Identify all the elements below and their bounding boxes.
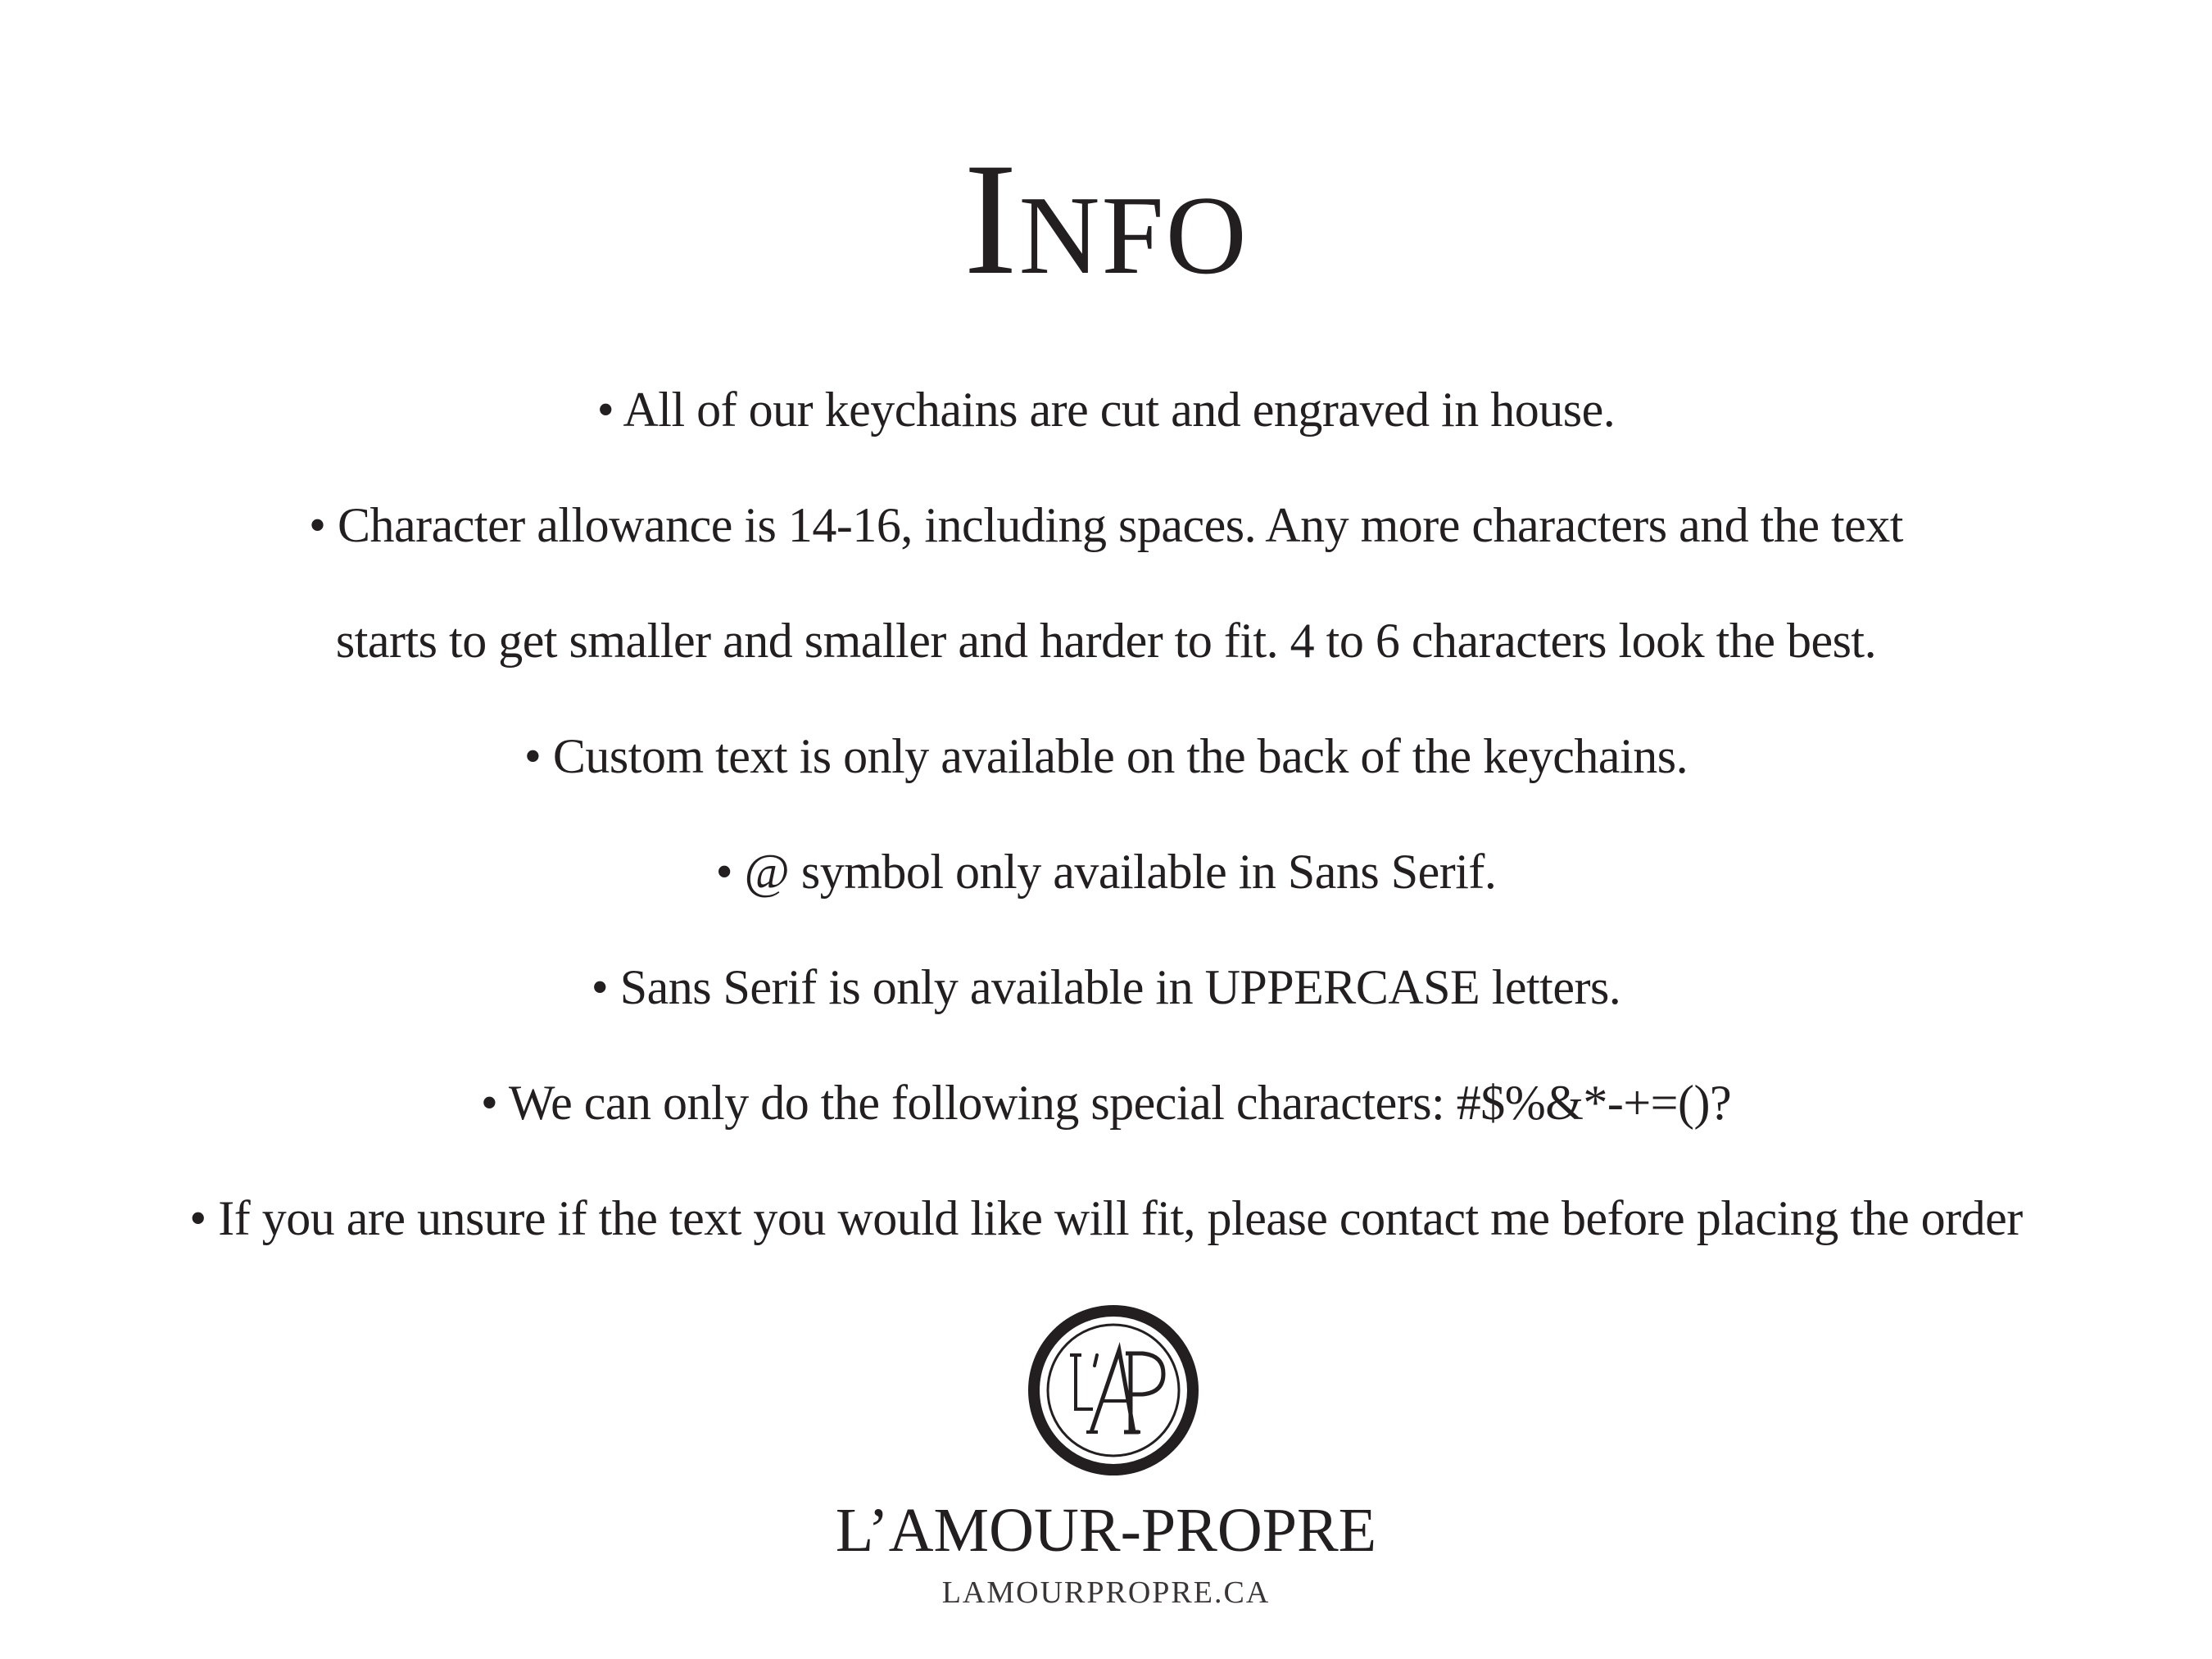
lap-monogram-logo-icon bbox=[1027, 1304, 1199, 1476]
lap-monogram-seal-icon bbox=[1027, 1304, 1199, 1476]
info-line-at-symbol: • @ symbol only available in Sans Serif. bbox=[715, 845, 1497, 899]
info-line-special-characters: • We can only do the following special characters: #$%&*-+=()? bbox=[480, 1076, 1732, 1130]
info-line-character-allowance-cont: starts to get smaller and smaller and harder to fit. 4 to 6 characters look the best. bbox=[335, 614, 1877, 668]
page-title: Info bbox=[963, 130, 1249, 308]
brand-name: L’AMOUR-PROPRE bbox=[835, 1496, 1377, 1565]
info-line-contact-before-order: • If you are unsure if the text you would like will fit, please contact me before placing the order bbox=[189, 1191, 2023, 1245]
info-line-sans-serif-uppercase: • Sans Serif is only available in UPPERCASE letters. bbox=[591, 960, 1621, 1014]
info-line-character-allowance: • Character allowance is 14-16, including spaces. Any more characters and the text bbox=[309, 498, 1903, 552]
website-link[interactable]: LAMOURPROPRE.CA bbox=[941, 1575, 1271, 1610]
info-line-custom-text-back: • Custom text is only available on the back of the keychains. bbox=[524, 729, 1688, 783]
info-line-keychains-in-house: • All of our keychains are cut and engraved in house. bbox=[596, 383, 1616, 437]
